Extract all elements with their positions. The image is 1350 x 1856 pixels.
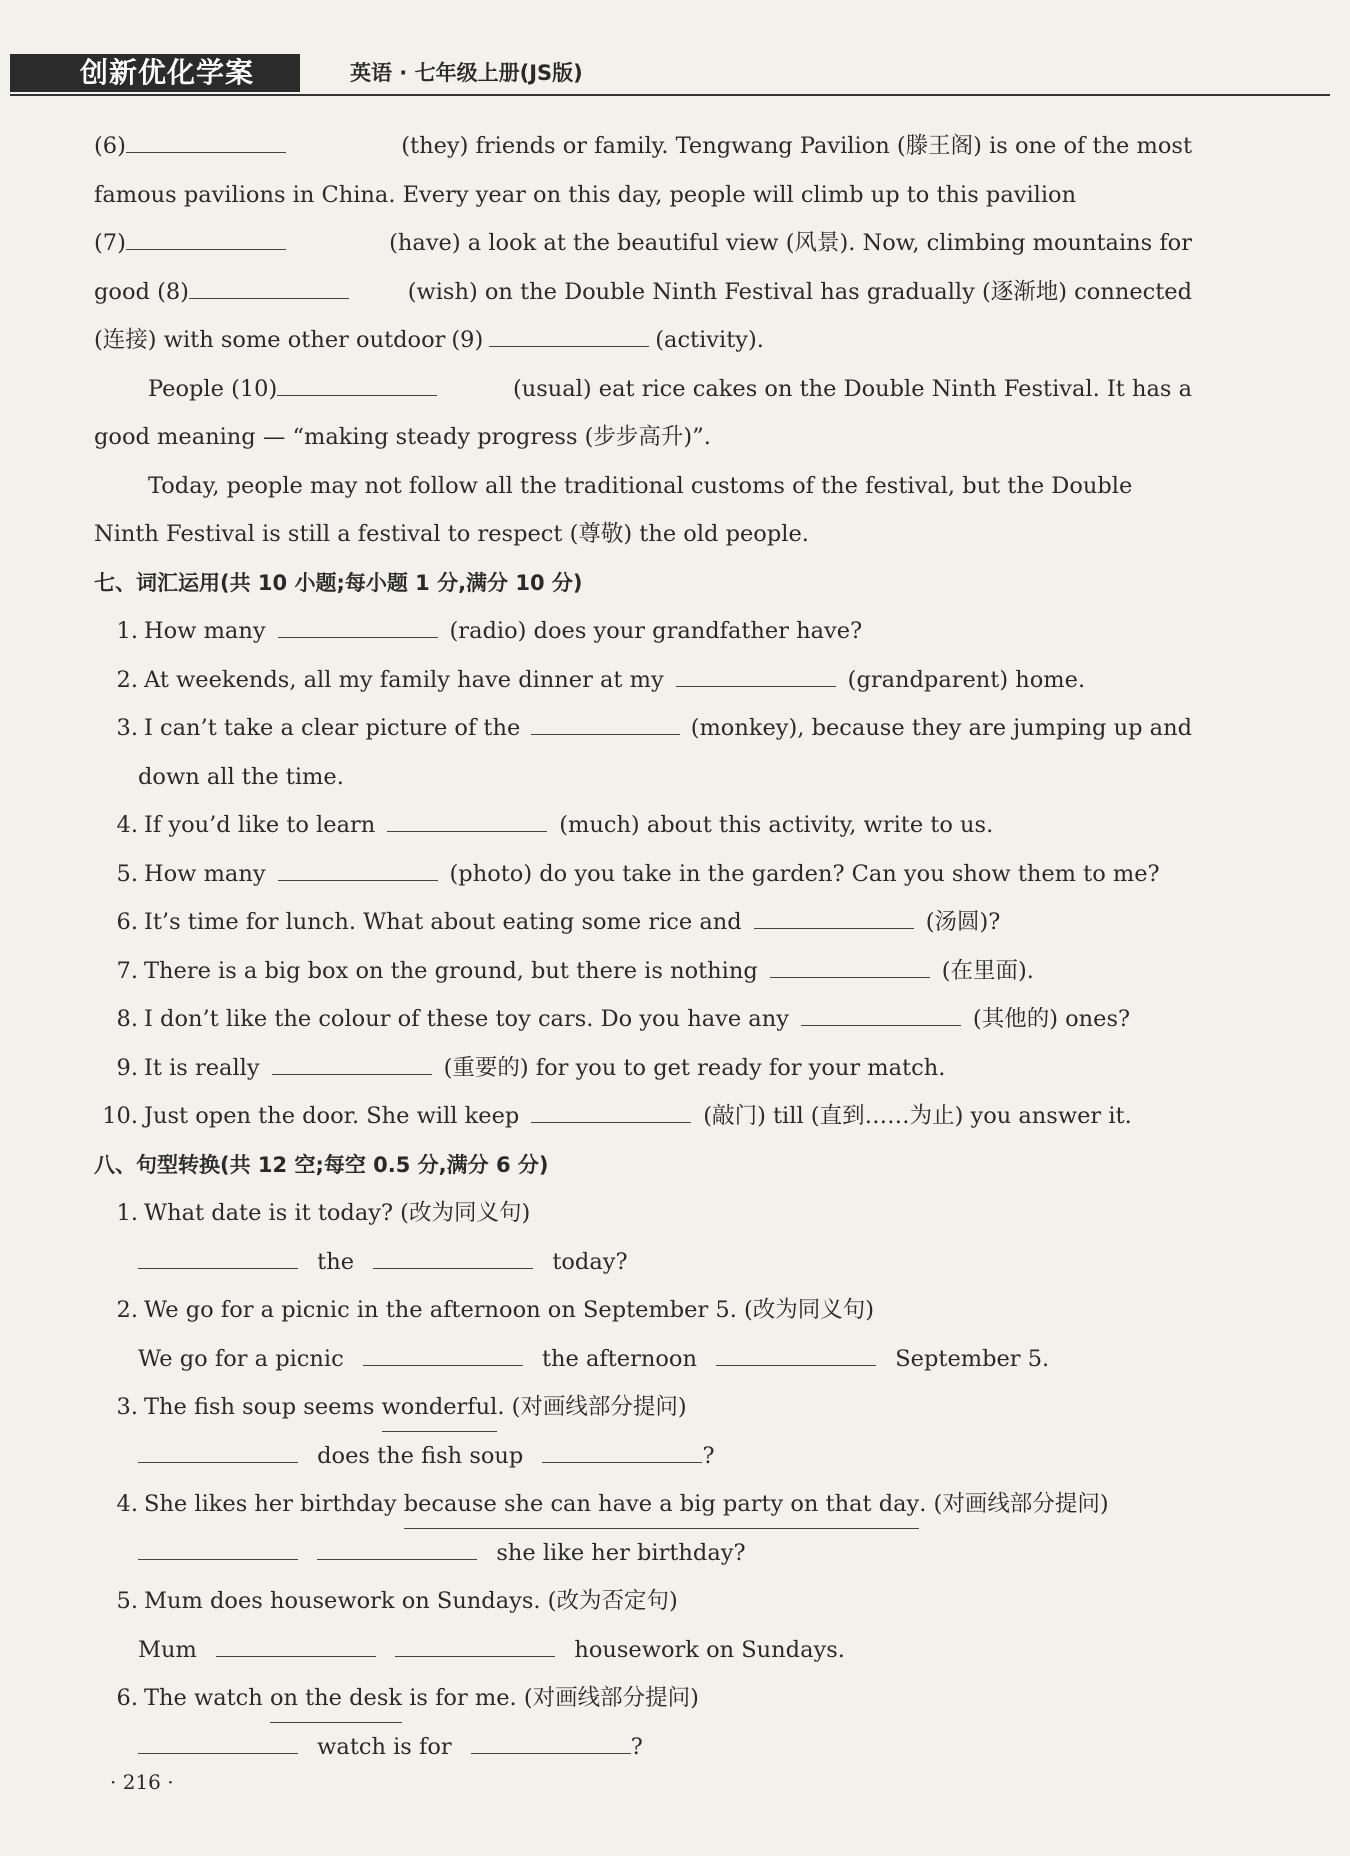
passage-text: (usual) eat rice cakes on the Double Ninth Festival. It has a: [512, 375, 1192, 402]
answer-blank[interactable]: [278, 607, 438, 638]
question-number: 6.: [116, 909, 138, 935]
blank-number: (8): [157, 278, 189, 305]
question-text: We go for a picnic: [138, 1345, 344, 1372]
answer-line: [94, 1529, 1192, 1578]
question-item: [94, 947, 1192, 996]
passage-text: (they) friends or family. Tengwang Pavilion (滕王阁) is one of the most: [401, 133, 1192, 159]
question-item: [94, 995, 1192, 1044]
question-number: 7.: [116, 957, 138, 984]
question-item: [94, 1286, 1192, 1335]
passage-text: (have) a look at the beautiful view (风景). Now, climbing mountains for: [389, 230, 1192, 256]
question-text: How many: [144, 618, 266, 644]
question-text: It is really: [144, 1054, 260, 1081]
question-text: What date is it today? (改为同义句): [144, 1200, 531, 1226]
answer-line: [94, 1432, 1192, 1481]
question-text: (much) about this activity, write to us.: [559, 812, 994, 838]
underlined-text: on the desk: [270, 1674, 402, 1723]
blank-number: (9): [451, 327, 484, 353]
answer-blank[interactable]: [471, 1723, 631, 1754]
answer-blank[interactable]: [801, 995, 961, 1026]
question-text: Just open the door. She will keep: [144, 1103, 520, 1129]
passage-text: People: [148, 375, 224, 402]
question-item: [94, 1577, 1192, 1626]
passage-text: (wish) on the Double Ninth Festival has gradually (逐渐地) connected: [407, 278, 1192, 305]
question-number: 2.: [116, 666, 138, 693]
question-item: [94, 1044, 1192, 1093]
question-text: (汤圆)?: [925, 909, 1001, 935]
question-number: 9.: [116, 1054, 138, 1081]
question-text: We go for a picnic in the afternoon on September 5. (改为同义句): [144, 1297, 875, 1323]
question-item: [94, 1674, 1192, 1723]
question-text: It’s time for lunch. What about eating some rice and: [144, 909, 742, 935]
book-title: 英语 · 七年级上册(JS版): [350, 61, 583, 85]
question-continuation: down all the time.: [138, 763, 344, 790]
question-number: 5.: [116, 1588, 138, 1614]
answer-blank[interactable]: [278, 850, 438, 881]
section-title: 七、词汇运用(共 10 小题;每小题 1 分,满分 10 分): [94, 570, 583, 595]
question-text: How many: [144, 860, 266, 887]
question-number: 4.: [116, 1491, 138, 1517]
question-text: At weekends, all my family have dinner at my: [144, 666, 664, 693]
passage-text: good meaning — “making steady progress (步步高升)”.: [94, 424, 711, 450]
question-text: If you’d like to learn: [144, 812, 376, 838]
blank-number: (10): [231, 375, 278, 402]
answer-blank[interactable]: [189, 268, 349, 299]
question-text: is for me. (对画线部分提问): [409, 1685, 699, 1711]
answer-blank[interactable]: [216, 1626, 376, 1657]
question-text: (其他的) ones?: [972, 1006, 1131, 1032]
underlined-text: wonderful: [382, 1383, 498, 1432]
passage-line: [94, 219, 1192, 268]
question-text: Mum: [138, 1636, 197, 1663]
answer-line: [94, 1238, 1192, 1287]
answer-blank[interactable]: [272, 1044, 432, 1075]
question-number: 1.: [116, 1200, 138, 1226]
passage-line: [94, 413, 1192, 462]
question-text: I can’t take a clear picture of the: [144, 715, 521, 741]
answer-line: [94, 1335, 1192, 1384]
question-text: There is a big box on the ground, but there is nothing: [144, 957, 758, 984]
passage-line: [94, 171, 1192, 220]
answer-blank[interactable]: [531, 704, 679, 735]
question-item: [94, 898, 1192, 947]
question-text: The watch: [144, 1685, 263, 1711]
passage-text: famous pavilions in China. Every year on this day, people will climb up to this pavilion: [94, 181, 1077, 208]
question-text: watch is for: [317, 1733, 452, 1760]
passage-line: [94, 462, 1192, 511]
question-item: [94, 1480, 1192, 1529]
answer-blank[interactable]: [531, 1092, 691, 1123]
answer-blank[interactable]: [277, 365, 437, 396]
worksheet-content: [94, 122, 1192, 1771]
brand-logo: 创新优化学案: [10, 54, 300, 92]
answer-line: [94, 1723, 1192, 1772]
question-item: [94, 801, 1192, 850]
answer-blank[interactable]: [395, 1626, 555, 1657]
passage-line: [94, 122, 1192, 171]
answer-blank[interactable]: [363, 1335, 523, 1366]
question-text: (敲门) till (直到……为止) you answer it.: [703, 1103, 1132, 1129]
question-text: (radio) does your grandfather have?: [449, 618, 863, 644]
answer-blank[interactable]: [489, 316, 649, 347]
passage-text: good: [94, 278, 150, 305]
answer-blank[interactable]: [317, 1529, 477, 1560]
question-text: ?: [630, 1733, 643, 1760]
blank-number: (7): [94, 230, 126, 256]
passage-text: Today, people may not follow all the traditional customs of the festival, but the Double: [148, 472, 1133, 499]
question-text: (在里面).: [941, 957, 1034, 984]
question-item: [94, 607, 1192, 656]
question-number: 1.: [116, 618, 138, 644]
question-text: September 5.: [895, 1345, 1050, 1372]
passage-line: [94, 268, 1192, 317]
answer-blank[interactable]: [126, 122, 286, 153]
question-number: 10.: [102, 1103, 138, 1129]
answer-blank[interactable]: [676, 656, 836, 687]
question-text: today?: [552, 1248, 628, 1275]
question-text: housework on Sundays.: [574, 1636, 845, 1663]
question-item: [94, 704, 1192, 753]
answer-blank[interactable]: [138, 1529, 298, 1560]
question-number: 8.: [116, 1006, 138, 1032]
question-text: (重要的) for you to get ready for your match.: [443, 1054, 946, 1081]
question-item: [94, 656, 1192, 705]
answer-blank[interactable]: [754, 898, 914, 929]
question-number: 3.: [116, 715, 138, 741]
blank-number: (6): [94, 133, 126, 159]
question-number: 5.: [116, 860, 138, 887]
answer-blank[interactable]: [138, 1723, 298, 1754]
question-text: ?: [702, 1442, 715, 1469]
answer-blank[interactable]: [770, 947, 930, 978]
question-text: does the fish soup: [317, 1442, 524, 1469]
passage-text: (连接) with some other outdoor: [94, 327, 446, 353]
answer-blank[interactable]: [126, 219, 286, 250]
question-text: (grandparent) home.: [847, 666, 1086, 693]
passage-line: [94, 510, 1192, 559]
question-text: (monkey), because they are jumping up and: [690, 715, 1192, 741]
question-text: She likes her birthday: [144, 1491, 397, 1517]
answer-line: [94, 1626, 1192, 1675]
question-text: The fish soup seems: [144, 1394, 375, 1420]
question-text: (photo) do you take in the garden? Can you show them to me?: [449, 860, 1160, 887]
question-number: 3.: [116, 1394, 138, 1420]
section-title: 八、句型转换(共 12 空;每空 0.5 分,满分 6 分): [94, 1152, 549, 1177]
passage-text: (activity).: [655, 327, 764, 353]
passage-text: Ninth Festival is still a festival to respect (尊敬) the old people.: [94, 521, 809, 547]
question-text: she like her birthday?: [496, 1539, 746, 1566]
question-item: [94, 850, 1192, 899]
answer-blank[interactable]: [716, 1335, 876, 1366]
page-header: [10, 52, 1330, 96]
answer-blank[interactable]: [138, 1432, 298, 1463]
question-text: the afternoon: [542, 1345, 697, 1372]
question-text: the: [317, 1248, 355, 1275]
question-text: Mum does housework on Sundays. (改为否定句): [144, 1588, 678, 1614]
answer-blank[interactable]: [542, 1432, 702, 1463]
question-item: [94, 1189, 1192, 1238]
question-text: . (对画线部分提问): [919, 1491, 1109, 1517]
page-number: · 216 ·: [110, 1770, 174, 1794]
question-item: [94, 1383, 1192, 1432]
answer-blank[interactable]: [387, 801, 547, 832]
question-text: . (对画线部分提问): [497, 1394, 687, 1420]
passage-line: [94, 365, 1192, 414]
question-item: [94, 1092, 1192, 1141]
question-number: 2.: [116, 1297, 138, 1323]
question-text: I don’t like the colour of these toy cars. Do you have any: [144, 1006, 789, 1032]
passage-line: [94, 316, 1192, 365]
answer-blank[interactable]: [138, 1238, 298, 1269]
underlined-text: because she can have a big party on that day: [404, 1480, 920, 1529]
question-number: 4.: [116, 812, 138, 838]
answer-blank[interactable]: [373, 1238, 533, 1269]
question-number: 6.: [116, 1685, 138, 1711]
